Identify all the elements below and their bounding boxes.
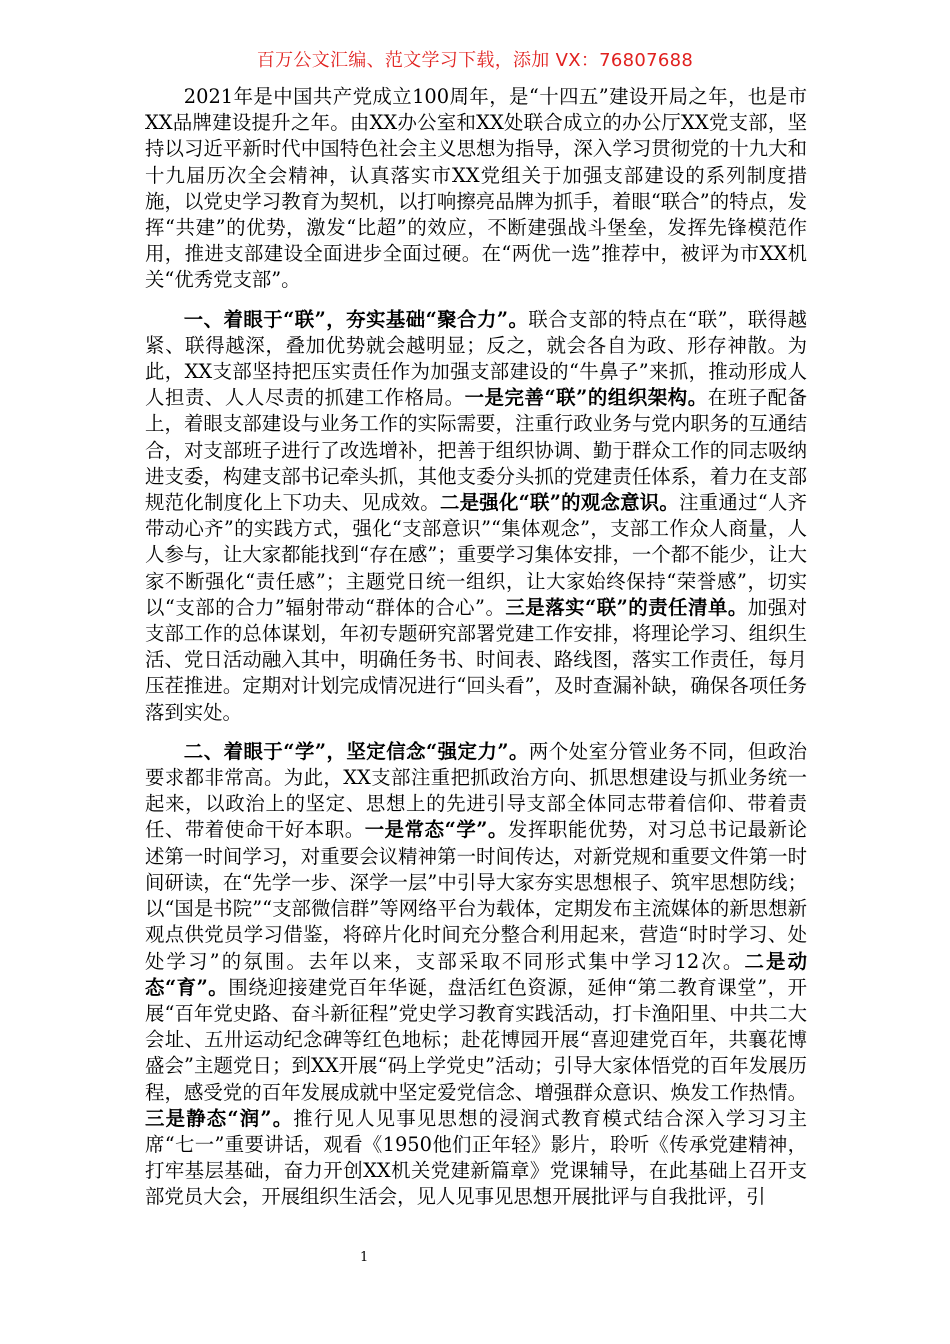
body-text: 推行见人见事见思想的浸润式教育模式结合深入学习习主席“七一”重要讲话，观看《1950他们正年轻》影片，聆听《传承党建精神，打牢基层基础，奋力开创XX机关党建新篇章》党课辅导，在此基础上召开支部党员大会，开展组织生活会，见人见事见思想开展批评与自我批评，引 [145, 1106, 807, 1209]
body-text: 2021年是中国共产党成立100周年，是“十四五”建设开局之年，也是市XX品牌建设提升之年。由XX办公室和XX处联合成立的办公厅XX党支部，坚持以习近平新时代中国特色社会主义思想为指导，深入学习贯彻党的十九大和十九届历次全会精神，认真落实市XX党组关于加强支部建设的系列制度措施，以党史学习教育为契机，以打响擦亮品牌为抓手，着眼“联合”的特点，发挥“共建”的优势，激发“比超”的效应，不断建强战斗堡垒，发挥先锋模范作用，推进支部建设全面进步全面过硬。在“两优一选”推荐中，被评为市XX机关“优秀党支部”。 [145, 85, 807, 292]
body-text: 发挥职能优势，对习总书记最新论述第一时间学习，对重要会议精神第一时间传达，对新党规和重要文件第一时间研读，在“先学一步、深学一层”中引导大家夯实思想根子、筑牢思想防线；以“国是书院”“支部微信群”等网络平台为载体，定期发布主流媒体的新思想新观点供党员学习借鉴，将碎片化时间充分整合利用起来，营造“时时学习、处处学习”的氛围。去年以来，支部采取不同形式集中学习12次。 [145, 818, 808, 973]
bold-heading-text: 二、着眼于“学”，坚定信念“强定力”。 [183, 739, 529, 763]
document-body [145, 84, 807, 1224]
bold-heading-text: 二是强化“联”的观念意识。 [439, 491, 680, 515]
paragraph [145, 84, 807, 294]
bold-heading-text: 一是完善“联”的组织架构。 [464, 386, 708, 410]
body-text: 注重通过“人齐带动心齐”的实践方式，强化“支部意识”“集体观念”，支部工作众人商量，人人参与，让大家都能找到“存在感”；重要学习集体安排，一个都不能少，让大家不断强化“责任感”；主题党日统一组织，让大家始终保持“荣誉感”，切实以“支部的合力”辐射带动“群体的合心”。 [145, 491, 808, 619]
bold-heading-text: 一是常态“学”。 [364, 818, 509, 842]
bold-heading-text: 一、着眼于“联”，夯实基础“聚合力”。 [183, 307, 529, 331]
page-number: 1 [360, 1250, 369, 1265]
body-text: 联合支部的特点在“联”，联得越紧、联得越深，叠加优势就会越明显；反之，就会各自为政、形存神散。为此，XX支部坚持把压实责任作为加强支部建设的“牛鼻子”来抓，推动形成人人担责、人人尽责的抓建工作格局。 [145, 307, 807, 410]
bold-heading-text: 二是动态“育”。 [145, 949, 807, 999]
header-watermark: 百万公文汇编、范文学习下载，添加 VX：76807688 [256, 50, 694, 71]
bold-heading-text: 三是落实“联”的责任清单。 [505, 595, 748, 619]
body-text: 两个处室分管业务不同，但政治要求都非常高。为此，XX支部注重把抓政治方向、抓思想建设与抓业务统一起来，以政治上的坚定、思想上的先进引导支部全体同志带着信仰、带着责任、带着使命干好本职。 [145, 739, 807, 842]
bold-heading-text: 三是静态“润”。 [145, 1106, 294, 1130]
body-text: 围绕迎接建党百年华诞，盘活红色资源，延伸“第二教育课堂”，开展“百年党史路、奋斗新征程”党史学习教育实践活动，打卡渔阳里、中共二大会址、五卅运动纪念碑等红色地标；赴花博园开展“喜迎建党百年，共襄花博盛会”主题党日；到XX开展“码上学党史”活动；引导大家体悟党的百年发展历程，感受党的百年发展成就中坚定爱党信念、增强群众意识、焕发工作热情。 [145, 975, 808, 1104]
paragraph [145, 739, 807, 1211]
paragraph [145, 307, 807, 726]
body-text: 在班子配备上，着眼支部建设与业务工作的实际需要，注重行政业务与党内职务的互通结合，对支部班子进行了改选增补，把善于组织协调、勤于群众工作的同志吸纳进支委，构建支部书记牵头抓，其他支委分头抓的党建责任体系，着力在支部规范化制度化上下功夫、见成效。 [145, 386, 808, 515]
body-text: 加强对支部工作的总体谋划，年初专题研究部署党建工作安排，将理论学习、组织生活、党日活动融入其中，明确任务书、时间表、路线图，落实工作责任，每月压茬推进。定期对计划完成情况进行“回头看”，及时查漏补缺，确保各项任务落到实处。 [145, 595, 807, 724]
